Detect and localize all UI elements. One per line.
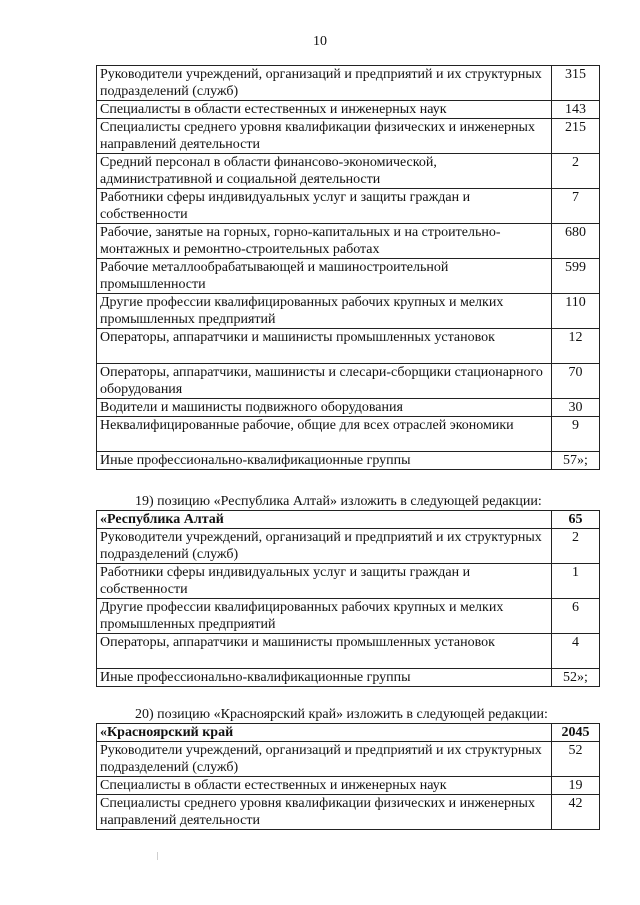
table-row	[97, 529, 600, 564]
occupation-name: Операторы, аппаратчики и машинисты промышленных установок	[97, 634, 552, 669]
amendment-paragraph-20: 20) позицию «Красноярский край» изложить в следующей редакции:	[135, 707, 548, 722]
region-header-row	[97, 511, 600, 529]
occupation-name: Работники сферы индивидуальных услуг и защиты граждан и собственности	[97, 189, 552, 224]
occupation-count: 110	[552, 294, 600, 329]
table-row	[97, 154, 600, 189]
occupation-count: 2	[552, 154, 600, 189]
table-row	[97, 634, 600, 669]
table-row	[97, 564, 600, 599]
occupation-name: Неквалифицированные рабочие, общие для всех отраслей экономики	[97, 417, 552, 452]
occupation-count: 42	[552, 795, 600, 830]
occupation-count: 9	[552, 417, 600, 452]
table-row	[97, 119, 600, 154]
occupation-count: 7	[552, 189, 600, 224]
region-name: «Республика Алтай	[97, 511, 552, 529]
table-row	[97, 599, 600, 634]
occupation-name: Рабочие, занятые на горных, горно-капитальных и на строительно-монтажных и ремонтно-строительных работах	[97, 224, 552, 259]
table-row	[97, 795, 600, 830]
occupation-name: Руководители учреждений, организаций и предприятий и их структурных подразделений (служб)	[97, 66, 552, 101]
table-row	[97, 189, 600, 224]
occupation-count: 599	[552, 259, 600, 294]
occupation-name: Другие профессии квалифицированных рабочих крупных и мелких промышленных предприятий	[97, 599, 552, 634]
occupation-name: Специалисты среднего уровня квалификации физических и инженерных направлений деятельности	[97, 795, 552, 830]
amendment-paragraph-19: 19) позицию «Республика Алтай» изложить в следующей редакции:	[135, 494, 542, 509]
table-row	[97, 742, 600, 777]
occupation-count: 70	[552, 364, 600, 399]
occupation-name: Руководители учреждений, организаций и предприятий и их структурных подразделений (служб)	[97, 742, 552, 777]
occupation-name: Иные профессионально-квалификационные группы	[97, 669, 552, 687]
table-row	[97, 224, 600, 259]
occupation-count: 57»;	[552, 452, 600, 470]
table-row	[97, 364, 600, 399]
occupation-name: Рабочие металлообрабатывающей и машиностроительной промышленности	[97, 259, 552, 294]
occupation-name: Средний персонал в области финансово-экономической, административной и социальной деятельности	[97, 154, 552, 189]
occupation-name: Специалисты в области естественных и инженерных наук	[97, 777, 552, 795]
occupation-name: Специалисты среднего уровня квалификации физических и инженерных направлений деятельности	[97, 119, 552, 154]
table-row	[97, 399, 600, 417]
occupation-name: Водители и машинисты подвижного оборудования	[97, 399, 552, 417]
table-row	[97, 259, 600, 294]
occupation-count: 19	[552, 777, 600, 795]
table-row	[97, 777, 600, 795]
table-row	[97, 329, 600, 364]
occupation-table-altai-republic	[96, 510, 600, 687]
occupation-name: Руководители учреждений, организаций и предприятий и их структурных подразделений (служб)	[97, 529, 552, 564]
table-row	[97, 66, 600, 101]
table-row	[97, 417, 600, 452]
occupation-count: 143	[552, 101, 600, 119]
occupation-count: 4	[552, 634, 600, 669]
occupation-count: 2	[552, 529, 600, 564]
occupation-count: 315	[552, 66, 600, 101]
region-total: 65	[552, 511, 600, 529]
scan-artifact-mark	[157, 852, 158, 860]
region-header-row	[97, 724, 600, 742]
occupation-count: 215	[552, 119, 600, 154]
occupation-count: 30	[552, 399, 600, 417]
table-row	[97, 101, 600, 119]
table-row	[97, 294, 600, 329]
occupation-count: 52	[552, 742, 600, 777]
region-name: «Красноярский край	[97, 724, 552, 742]
occupation-name: Операторы, аппаратчики, машинисты и слесари-сборщики стационарного оборудования	[97, 364, 552, 399]
region-total: 2045	[552, 724, 600, 742]
occupation-name: Другие профессии квалифицированных рабочих крупных и мелких промышленных предприятий	[97, 294, 552, 329]
occupation-count: 12	[552, 329, 600, 364]
occupation-count: 6	[552, 599, 600, 634]
occupation-table-previous-region	[96, 65, 600, 470]
occupation-name: Операторы, аппаратчики и машинисты промышленных установок	[97, 329, 552, 364]
occupation-table-krasnoyarsk-krai	[96, 723, 600, 830]
occupation-count: 52»;	[552, 669, 600, 687]
occupation-name: Работники сферы индивидуальных услуг и защиты граждан и собственности	[97, 564, 552, 599]
occupation-count: 1	[552, 564, 600, 599]
occupation-name: Специалисты в области естественных и инженерных наук	[97, 101, 552, 119]
occupation-name: Иные профессионально-квалификационные группы	[97, 452, 552, 470]
occupation-count: 680	[552, 224, 600, 259]
table-row	[97, 669, 600, 687]
table-row	[97, 452, 600, 470]
page-number: 10	[313, 34, 327, 49]
